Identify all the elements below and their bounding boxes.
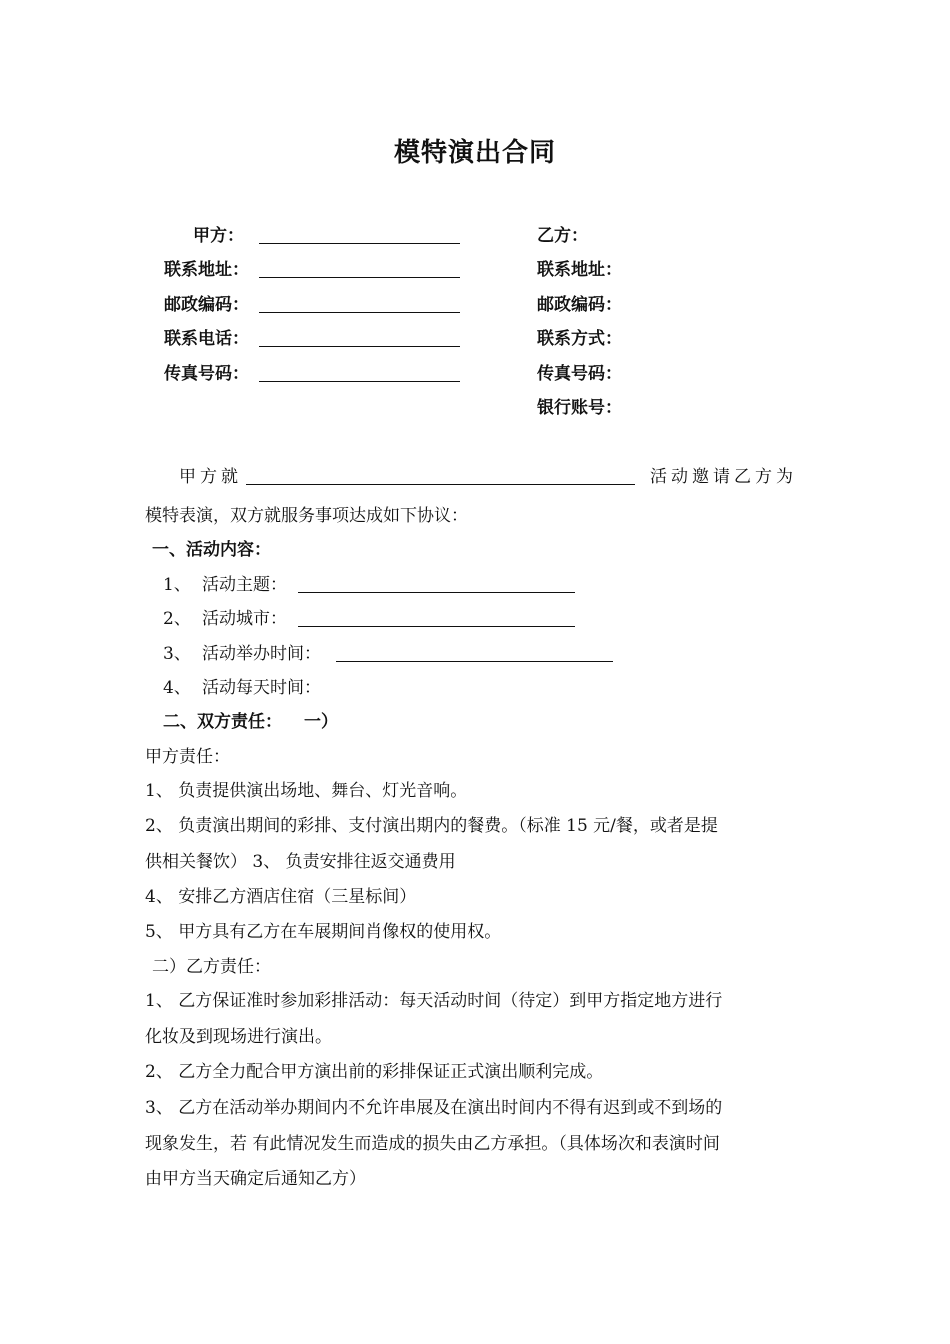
party-b-address-label: 联系地址： — [537, 260, 622, 280]
party-a-name-blank — [259, 243, 460, 244]
activity-city-blank — [298, 626, 575, 627]
party-b-label: 乙方： — [537, 226, 588, 246]
section1-item3-text: 活动举办时间： — [202, 644, 321, 664]
party-b-bank-label: 银行账号： — [537, 398, 622, 418]
party-b-postcode-label: 邮政编码： — [537, 295, 622, 315]
party-a-duty-line: 供相关餐饮） 3、 负责安排往返交通费用 — [145, 852, 456, 872]
activity-theme-blank — [298, 592, 575, 593]
party-b-fax-label: 传真号码： — [537, 364, 622, 384]
section1-item1-text: 活动主题： — [202, 575, 287, 595]
party-b-duty-line: 1、 乙方保证准时参加彩排活动：每天活动时间（待定）到甲方指定地方进行 — [145, 991, 723, 1011]
intro-activity-blank — [246, 484, 635, 485]
section1-heading: 一、活动内容： — [152, 540, 271, 560]
party-a-phone-label: 联系电话： — [164, 329, 249, 349]
party-a-fax-blank — [259, 381, 460, 382]
party-b-duties-title: 二）乙方责任： — [152, 957, 271, 977]
section1-item1-num: 1、 — [163, 575, 191, 595]
party-a-postcode-blank — [259, 312, 460, 313]
section1-item3-num: 3、 — [163, 644, 191, 664]
intro-part2: 活动邀请乙方为 — [650, 467, 797, 487]
party-a-address-label: 联系地址： — [164, 260, 249, 280]
party-b-duty-line: 现象发生，若 有此情况发生而造成的损失由乙方承担。（具体场次和表演时间 — [145, 1134, 720, 1154]
party-b-duty-line: 2、 乙方全力配合甲方演出前的彩排保证正式演出顺利完成。 — [145, 1062, 604, 1082]
party-b-contact-label: 联系方式： — [537, 329, 622, 349]
party-b-duty-line: 3、 乙方在活动举办期间内不允许串展及在演出时间内不得有迟到或不到场的 — [145, 1098, 723, 1118]
section1-item4-text: 活动每天时间： — [202, 678, 321, 698]
party-a-duty-line: 2、 负责演出期间的彩排、支付演出期内的餐费。（标准 15 元/餐，或者是提 — [145, 816, 718, 836]
section2-heading: 二、双方责任： — [163, 712, 282, 732]
activity-date-blank — [336, 661, 613, 662]
party-a-address-blank — [259, 277, 460, 278]
party-b-duty-line: 由甲方当天确定后通知乙方） — [145, 1169, 366, 1189]
party-a-label: 甲方： — [193, 226, 244, 246]
party-a-postcode-label: 邮政编码： — [164, 295, 249, 315]
party-b-duty-line: 化妆及到现场进行演出。 — [145, 1027, 332, 1047]
party-a-duty-line: 4、 安排乙方酒店住宿（三星标间） — [145, 887, 417, 907]
party-a-phone-blank — [259, 346, 460, 347]
intro-line2: 模特表演，双方就服务事项达成如下协议： — [145, 506, 468, 526]
party-a-duty-line: 1、 负责提供演出场地、舞台、灯光音响。 — [145, 781, 468, 801]
document-title: 模特演出合同 — [393, 138, 556, 168]
party-a-duties-title: 甲方责任： — [145, 747, 230, 767]
section2-sub1: 一） — [304, 712, 338, 732]
section1-item2-num: 2、 — [163, 609, 191, 629]
section1-item2-text: 活动城市： — [202, 609, 287, 629]
party-a-fax-label: 传真号码： — [164, 364, 249, 384]
party-a-duty-line: 5、 甲方具有乙方在车展期间肖像权的使用权。 — [145, 922, 502, 942]
section1-item4-num: 4、 — [163, 678, 191, 698]
intro-part1: 甲方就 — [179, 467, 242, 487]
